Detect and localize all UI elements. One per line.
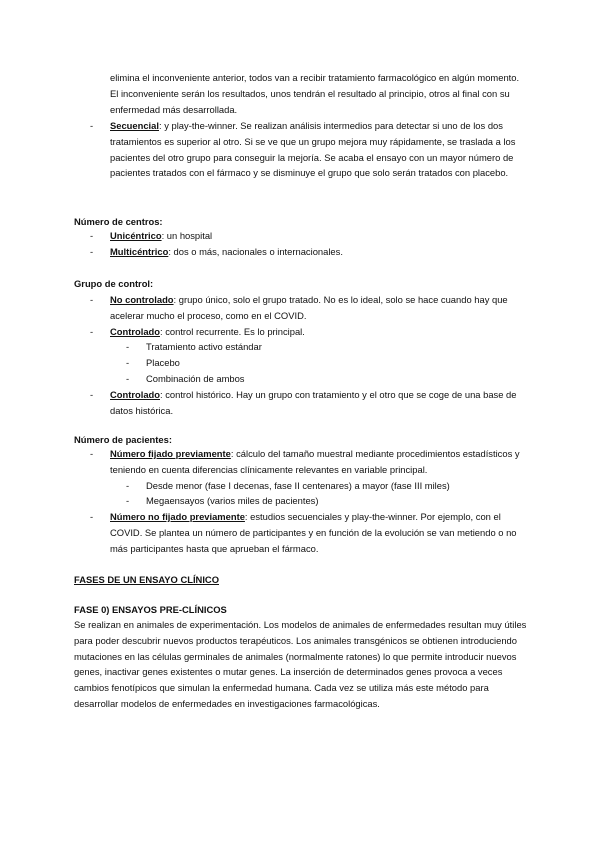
list-item: - Combinación de ambos <box>110 371 530 387</box>
fase0-heading: FASE 0) ENSAYOS PRE-CLÍNICOS <box>74 604 227 615</box>
list-item-numero-no-fijado: - Número no fijado previamente: estudios secuenciales y play-the-winner. Por ejemplo, con el COVID. Se plantea un número de participantes y en función de la evolución se van metiendo o no más participantes hasta que aprueban el fármaco. <box>74 509 530 556</box>
fijado-subitems <box>110 478 530 510</box>
list-item-controlado-recurrente: - Controlado: control recurrente. Es lo principal. - Tratamiento activo estándar - Placebo - Combinación de ambos <box>74 324 530 387</box>
pacientes-list <box>74 446 530 557</box>
list-item: - Tratamiento activo estándar <box>110 339 530 355</box>
secuencial-list <box>74 118 530 181</box>
control-heading: Grupo de control: <box>74 278 154 289</box>
controlado-subitems <box>110 339 530 386</box>
fases-title: FASES DE UN ENSAYO CLÍNICO <box>74 574 219 585</box>
list-item: - Desde menor (fase I decenas, fase II centenares) a mayor (fase III miles) <box>110 478 530 494</box>
pacientes-heading: Número de pacientes: <box>74 434 172 445</box>
intro-continuation: elimina el inconveniente anterior, todos van a recibir tratamiento farmacológico en algún momento. El inconveniente serán los resultados, unos tendrán el resultado al principio, otros al final con su enfermedad más desarrollada. <box>110 72 520 115</box>
list-item-numero-fijado: - Número fijado previamente: cálculo del tamaño muestral mediante procedimientos estadísticos y teniendo en cuenta diferencias clínicamente relevantes en variable principal. - Desde menor (fase I decenas, fase II centenares) a mayor (fase III miles) - Megaensayos (varios miles de pacientes) <box>74 446 530 509</box>
list-item-unicentrico: - Unicéntrico: un hospital <box>74 228 530 244</box>
list-item-secuencial: - Secuencial: y play-the-winner. Se realizan análisis intermedios para detectar si uno de los dos tratamientos es superior al otro. Si se ve que un grupo mejora muy rápidamente, se traslada a los pacientes del otro grupo para conseguir la mejoría. Se acaba el ensayo con un mayor número de pacientes tratados con el fármaco y se disminuye el grupo que solo serán tratados con placebo. <box>74 118 530 181</box>
fase0-paragraph: Se realizan en animales de experimentación. Los modelos de animales de enfermedades resultan muy útiles para poder descubrir nuevos productos terapéuticos. Los animales transgénicos se obtienen introduciendo mutaciones en las células germinales de animales (normalmente ratones) lo que permite introducir nuevos genes, inactivar genes existentes o mutar genes. La inserción de determinados genes provoca a veces cambios fenotípicos que simulan la enfermedad humana. Cada vez se utiliza más este método para desarrollar modelos de enfermedades en investigaciones farmacológicas. <box>74 619 527 709</box>
list-item-no-controlado: - No controlado: grupo único, solo el grupo tratado. No es lo ideal, solo se hace cuando hay que acelerar mucho el proceso, como en el COVID. <box>74 292 530 324</box>
list-item: - Megaensayos (varios miles de pacientes) <box>110 493 530 509</box>
centros-list <box>74 228 530 260</box>
list-item-controlado-historico: - Controlado: control histórico. Hay un grupo con tratamiento y el otro que se coge de una base de datos histórica. <box>74 387 530 419</box>
list-item: - Placebo <box>110 355 530 371</box>
centros-heading: Número de centros: <box>74 216 163 227</box>
control-list <box>74 292 530 418</box>
list-item-multicentrico: - Multicéntrico: dos o más, nacionales o internacionales. <box>74 244 530 260</box>
